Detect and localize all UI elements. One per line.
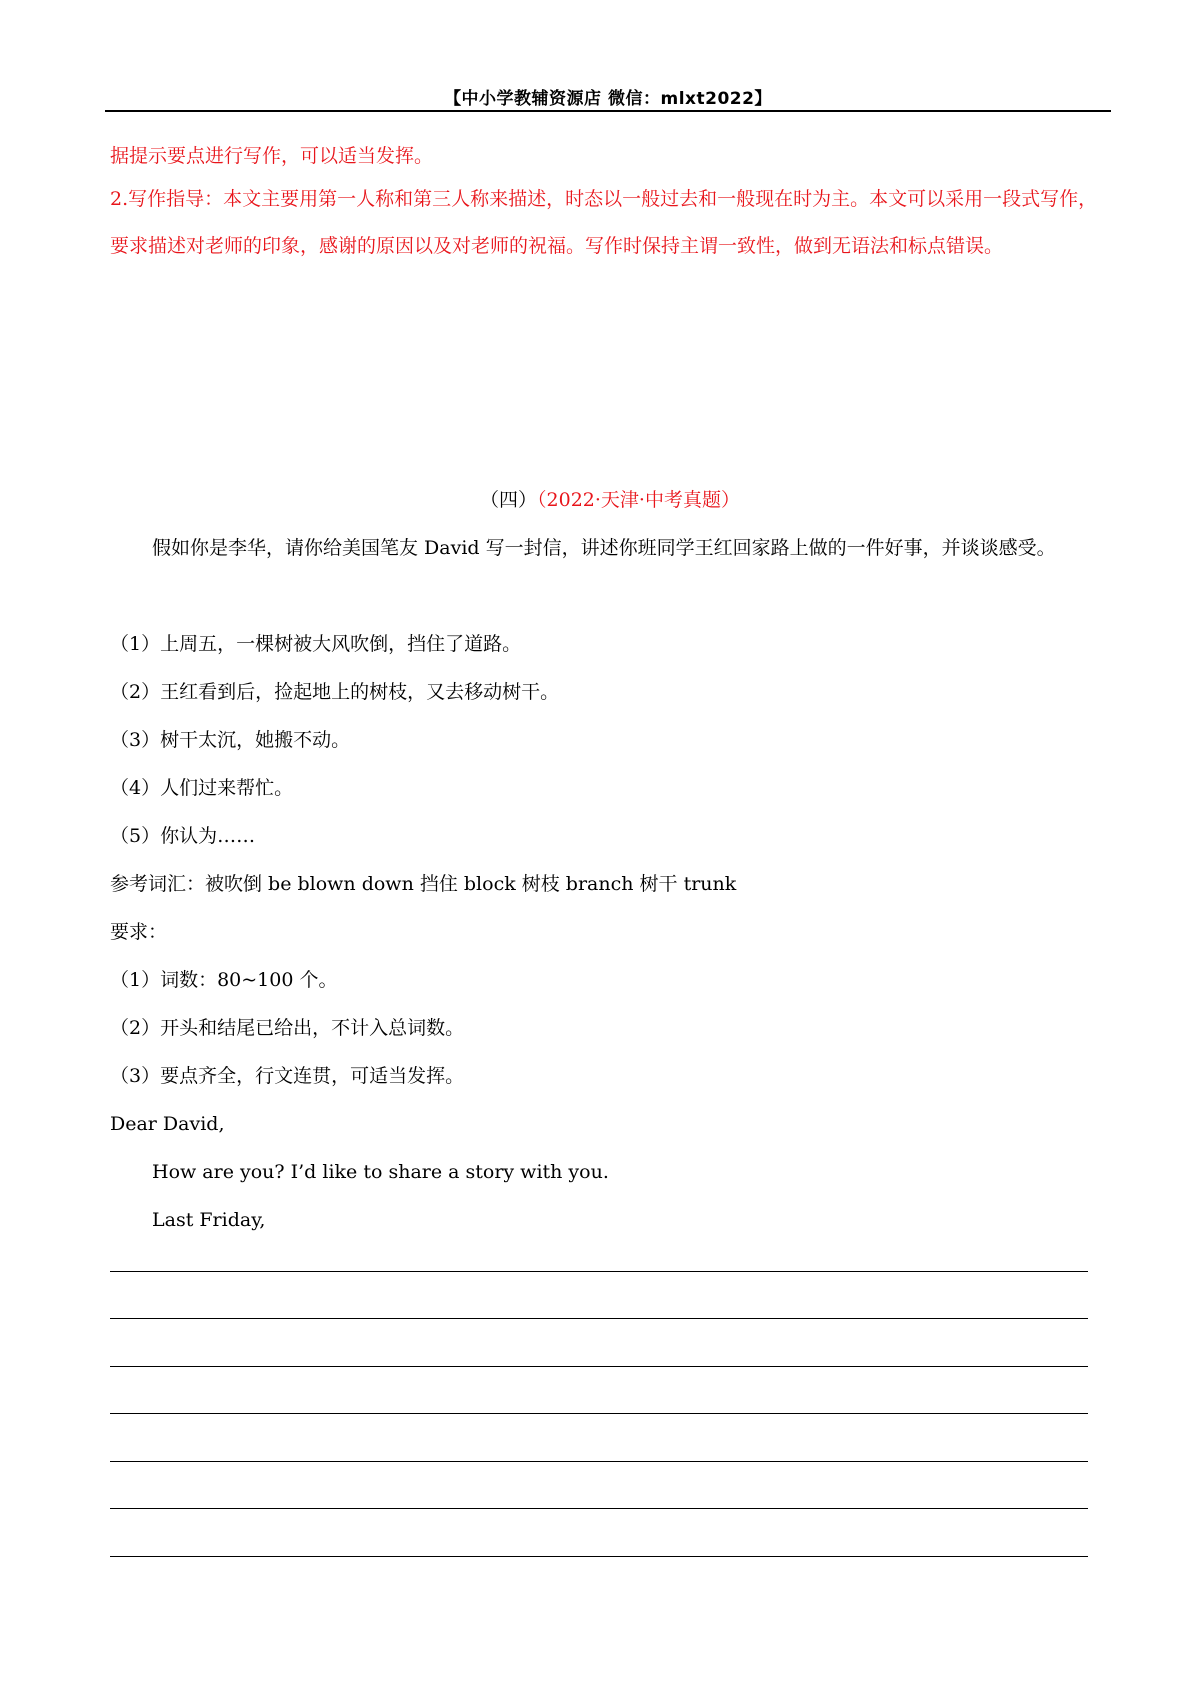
instructions-tail: 据提示要点进行写作，可以适当发挥。: [110, 145, 434, 167]
point-4: （4）人们过来帮忙。: [110, 777, 294, 799]
section-source: （2022·天津·中考真题）: [537, 489, 740, 511]
point-2: （2）王红看到后，捡起地上的树枝，又去移动树干。: [110, 681, 560, 703]
requirement-3: （3）要点齐全，行文连贯，可适当发挥。: [110, 1065, 465, 1087]
point-1: （1）上周五，一棵树被大风吹倒，挡住了道路。: [110, 633, 522, 655]
answer-line[interactable]: [110, 1413, 1088, 1414]
answer-line[interactable]: [110, 1366, 1088, 1367]
page-header: 【中小学教辅资源店 微信：mlxt2022】: [444, 89, 772, 109]
header-divider: [105, 110, 1111, 112]
answer-line[interactable]: [110, 1508, 1088, 1509]
answer-line[interactable]: [110, 1556, 1088, 1557]
letter-opening: How are you? I’d like to share a story with you.: [152, 1161, 609, 1183]
answer-line[interactable]: [110, 1271, 1088, 1272]
requirements-label: 要求：: [110, 921, 168, 943]
vocabulary-reference: 参考词汇：被吹倒 be blown down 挡住 block 树枝 branch 树干 trunk: [110, 873, 737, 895]
point-3: （3）树干太沉，她搬不动。: [110, 729, 351, 751]
letter-salutation: Dear David,: [110, 1113, 225, 1135]
section-number: （四）: [480, 489, 538, 511]
letter-start: Last Friday,: [152, 1209, 266, 1231]
requirement-2: （2）开头和结尾已给出，不计入总词数。: [110, 1017, 465, 1039]
writing-guide: 2.写作指导：本文主要用第一人称和第三人称来描述，时态以一般过去和一般现在时为主。本文可以采用一段式写作，要求描述对老师的印象，感谢的原因以及对老师的祝福。写作时保持主谓一致性，做到无语法和标点错误。: [110, 188, 1098, 257]
requirement-1: （1）词数：80~100 个。: [110, 969, 338, 991]
answer-line[interactable]: [110, 1318, 1088, 1319]
writing-prompt: 假如你是李华，请你给美国笔友 David 写一封信，讲述你班同学王红回家路上做的一件好事，并谈谈感受。: [152, 537, 1056, 559]
point-5: （5）你认为……: [110, 825, 256, 847]
answer-line[interactable]: [110, 1461, 1088, 1462]
section-title: [480, 486, 740, 514]
